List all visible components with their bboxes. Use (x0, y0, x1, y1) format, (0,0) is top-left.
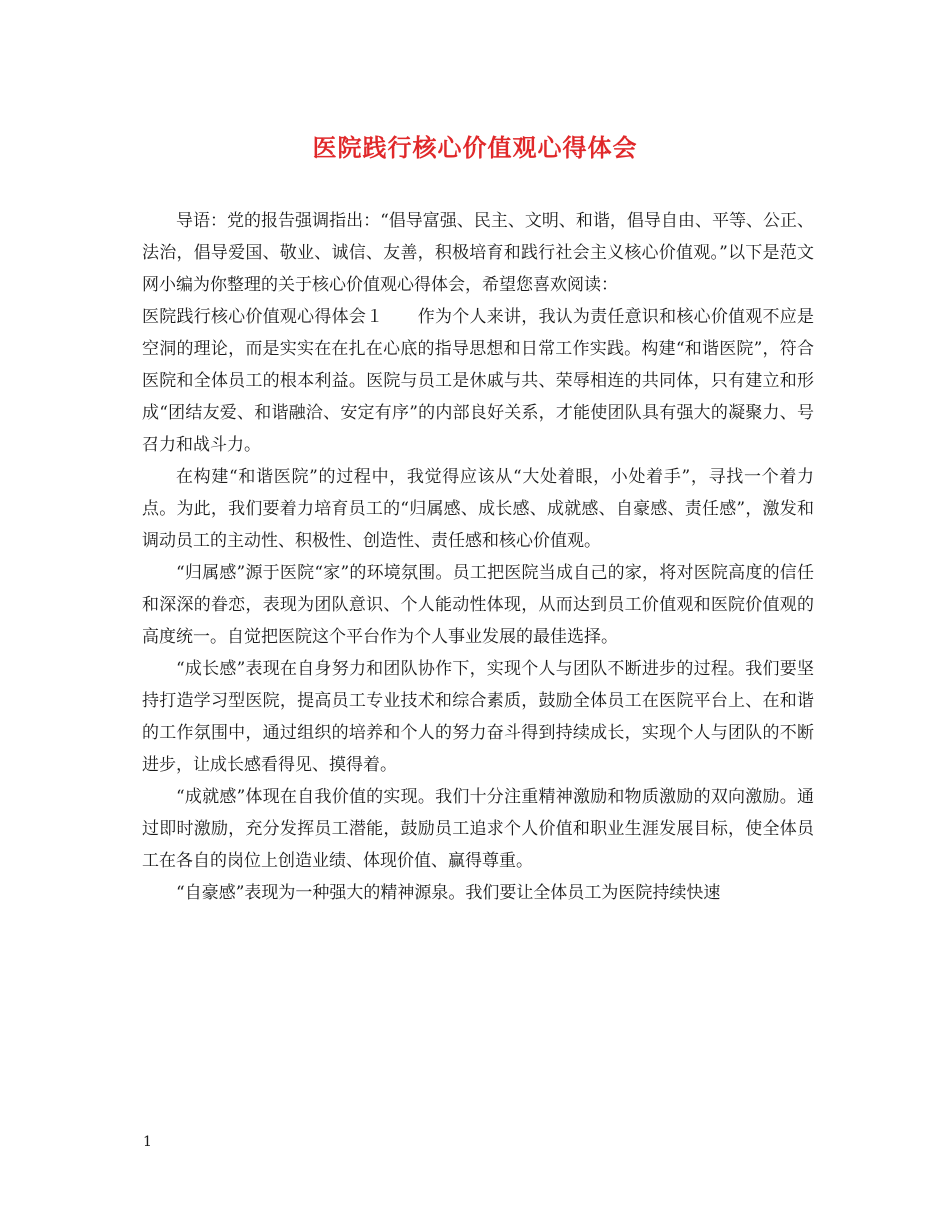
body-paragraph: “成就感”体现在自我价值的实现。我们十分注重精神激励和物质激励的双向激励。通过即时激励，充分发挥员工潜能，鼓励员工追求个人价值和职业生涯发展目标，使全体员工在各自的岗位上创造业绩、体现价值、赢得尊重。 (142, 787, 814, 871)
document-body (142, 205, 814, 909)
page-title: 医院践行核心价值观心得体会 (312, 133, 638, 162)
body-paragraph: “自豪感”表现为一种强大的精神源泉。我们要让全体员工为医院持续快速 (176, 883, 721, 903)
body-paragraph: 在构建“和谐医院”的过程中，我觉得应该从“大处着眼，小处着手”，寻找一个着力点。为此，我们要着力培育员工的“归属感、成长感、成就感、自豪感、责任感”，激发和调动员工的主动性、积极性、创造性、责任感和核心价值观。 (142, 467, 814, 551)
page-number: 1 (143, 1134, 152, 1150)
body-paragraph: “归属感”源于医院“家”的环境氛围。员工把医院当成自己的家，将对医院高度的信任和深深的眷恋，表现为团队意识、个人能动性体现，从而达到员工价值观和医院价值观的高度统一。自觉把医院这个平台作为个人事业发展的最佳选择。 (142, 563, 814, 647)
intro-paragraph: 导语：党的报告强调指出：“倡导富强、民主、文明、和谐，倡导自由、平等、公正、法治，倡导爱国、敬业、诚信、友善，积极培育和践行社会主义核心价值观。”以下是范文网小编为你整理的关于核心价值观心得体会，希望您喜欢阅读： (142, 211, 814, 295)
body-paragraph: “成长感”表现在自身努力和团队协作下，实现个人与团队不断进步的过程。我们要坚持打造学习型医院，提高员工专业技术和综合素质，鼓励全体员工在医院平台上、在和谐的工作氛围中，通过组织的培养和个人的努力奋斗得到持续成长，实现个人与团队的不断进步，让成长感看得见、摸得着。 (142, 659, 814, 775)
section-heading-paragraph: 医院践行核心价值观心得体会１ 作为个人来讲，我认为责任意识和核心价值观不应是空洞的理论，而是实实在在扎在心底的指导思想和日常工作实践。构建“和谐医院”，符合医院和全体员工的根本利益。医院与员工是休戚与共、荣辱相连的共同体，只有建立和形成“团结友爱、和谐融洽、安定有序”的内部良好关系，才能使团队具有强大的凝聚力、号召力和战斗力。 (142, 307, 814, 455)
